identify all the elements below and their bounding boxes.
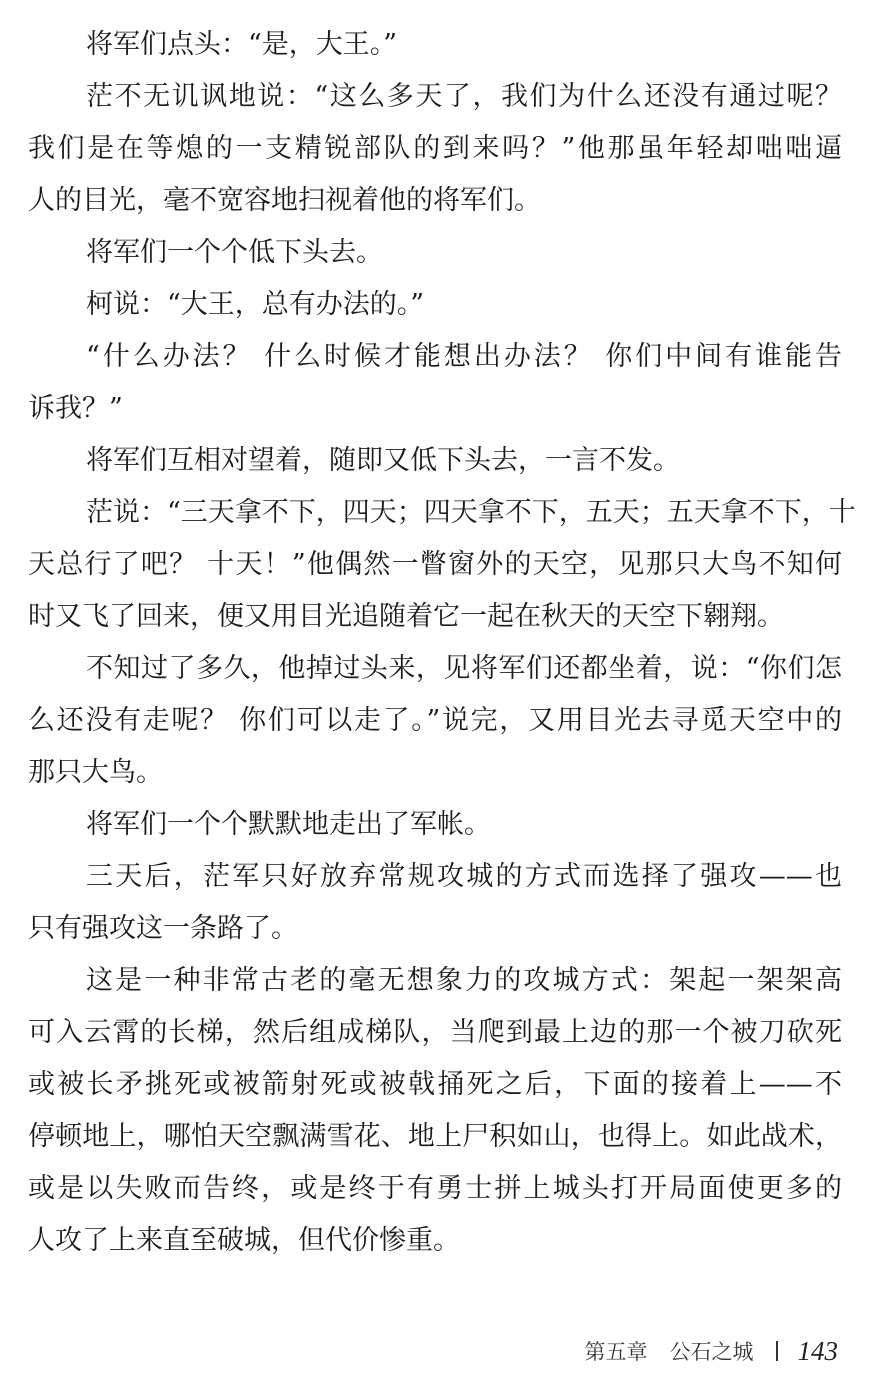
- footer-divider: [776, 1341, 778, 1361]
- text-line: 可入云霄的长梯，然后组成梯队，当爬到最上边的那一个被刀砍死: [28, 1017, 842, 1048]
- page-footer: [585, 1333, 839, 1369]
- paragraph: [28, 851, 842, 955]
- page-number: 143: [797, 1335, 838, 1366]
- paragraph: [28, 955, 842, 1267]
- paragraph: [28, 331, 842, 435]
- text-line: 时又飞了回来，便又用目光追随着它一起在秋天的天空下翱翔。: [28, 601, 784, 632]
- text-line: 么还没有走呢？ 你们可以走了。”说完，又用目光去寻觅天空中的: [28, 705, 842, 736]
- body-text: [28, 19, 856, 1267]
- text-line: 茫说：“三天拿不下，四天；四天拿不下，五天；五天拿不下，十: [86, 497, 856, 528]
- text-line: 不知过了多久，他掉过头来，见将军们还都坐着，说：“你们怎: [86, 653, 842, 684]
- text-line: 柯说：“大王，总有办法的。”: [86, 289, 425, 320]
- text-line: 将军们一个个低下头去。: [86, 237, 383, 268]
- text-line: 或被长矛挑死或被箭射死或被戟捅死之后，下面的接着上——不: [28, 1069, 842, 1100]
- text-line: 那只大鸟。: [28, 757, 163, 788]
- paragraph: [28, 487, 856, 643]
- text-line: 这是一种非常古老的毫无想象力的攻城方式：架起一架架高: [86, 965, 842, 996]
- text-line: 人攻了上来直至破城，但代价惨重。: [28, 1225, 460, 1256]
- text-line: 只有强攻这一条路了。: [28, 913, 298, 944]
- text-line: 人的目光，毫不宽容地扫视着他的将军们。: [28, 185, 541, 216]
- text-line: 三天后，茫军只好放弃常规攻城的方式而选择了强攻——也: [86, 861, 842, 892]
- text-line: 我们是在等熄的一支精锐部队的到来吗？”他那虽年轻却咄咄逼: [28, 133, 842, 164]
- paragraph: [28, 71, 842, 227]
- text-line: 或是以失败而告终，或是终于有勇士拼上城头打开局面使更多的: [28, 1173, 842, 1204]
- text-line: 天总行了吧？ 十天！”他偶然一瞥窗外的天空，见那只大鸟不知何: [28, 549, 842, 580]
- text-line: 将军们一个个默默地走出了军帐。: [86, 809, 491, 840]
- paragraph: [28, 799, 842, 851]
- paragraph: [28, 19, 842, 71]
- chapter-label: 第五章: [584, 1340, 648, 1364]
- text-line: 停顿地上，哪怕天空飘满雪花、地上尸积如山，也得上。如此战术，: [28, 1121, 842, 1152]
- paragraph: [28, 435, 842, 487]
- paragraph: [28, 643, 842, 799]
- text-line: 茫不无讥讽地说：“这么多天了，我们为什么还没有通过呢？: [86, 81, 842, 112]
- text-line: “什么办法？ 什么时候才能想出办法？ 你们中间有谁能告: [86, 341, 842, 372]
- paragraph: [28, 227, 842, 279]
- paragraph: [28, 279, 842, 331]
- text-line: 诉我？”: [28, 393, 123, 424]
- text-line: 将军们点头：“是，大王。”: [86, 29, 398, 60]
- chapter-title: 公石之城: [669, 1340, 754, 1364]
- text-line: 将军们互相对望着，随即又低下头去，一言不发。: [86, 445, 680, 476]
